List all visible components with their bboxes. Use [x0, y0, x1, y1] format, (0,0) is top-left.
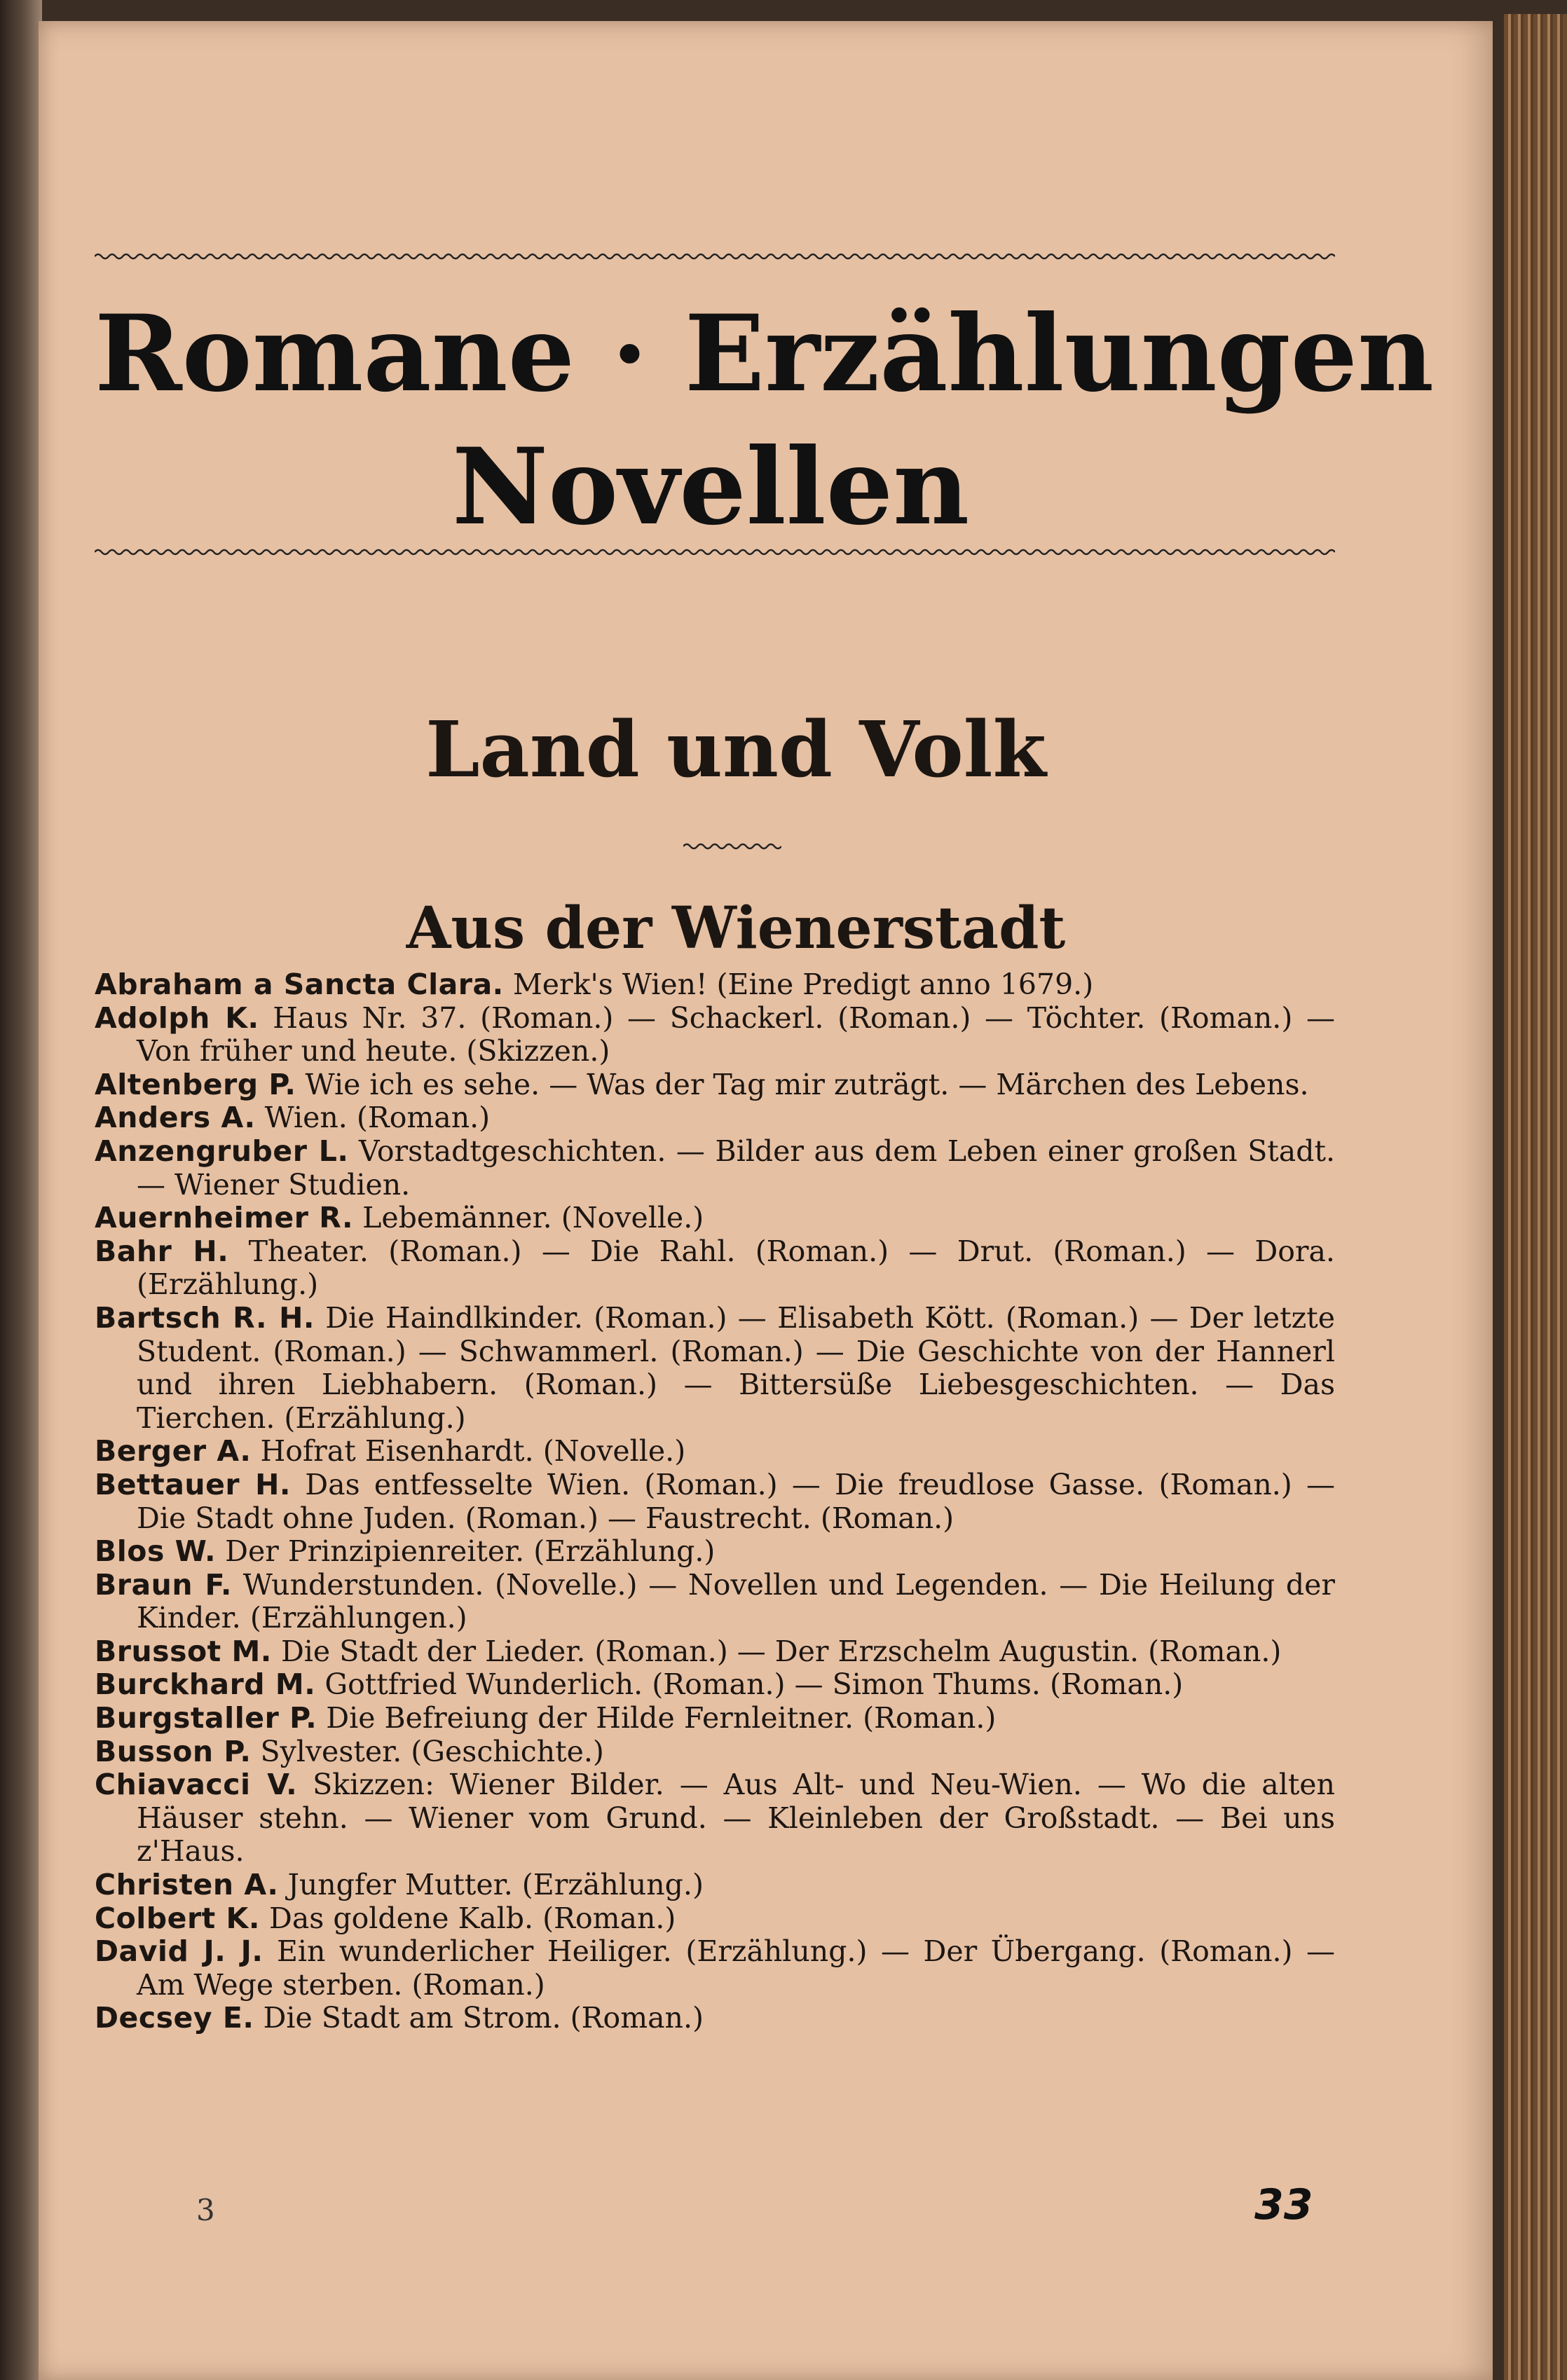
list-item — [95, 1635, 1335, 1669]
entry-author: Berger A. — [95, 1434, 252, 1468]
title-word-romane: Romane — [95, 292, 575, 415]
entry-author: Decsey E. — [95, 2001, 254, 2035]
entry-list — [95, 968, 1335, 2035]
entry-author: Adolph K. — [95, 1000, 259, 1035]
entry-text: Das entfesselte Wien. (Roman.) — Die freudlose Gasse. (Roman.) — Die Stadt ohne Juden. (Roman.) — Faustrecht. (Roman.) — [137, 1467, 1335, 1535]
list-item — [95, 1702, 1335, 1735]
entry-author: Christen A. — [95, 1868, 279, 1902]
entry-author: Brussot M. — [95, 1634, 272, 1668]
main-title-line-2: Novellen — [452, 425, 970, 549]
entry-author: Bartsch R. H. — [95, 1300, 315, 1335]
wavy-rule-bottom — [95, 548, 1335, 556]
list-item — [95, 1569, 1335, 1635]
entry-text: Der Prinzipienreiter. (Erzählung.) — [225, 1534, 716, 1569]
page-stack-edge — [1504, 14, 1567, 2380]
list-item — [95, 1768, 1335, 1869]
entry-author: Burckhard M. — [95, 1667, 316, 1702]
entry-text: Jungfer Mutter. (Erzählung.) — [287, 1868, 704, 1902]
entry-author: Anzengruber L. — [95, 1134, 349, 1168]
section-ornament — [683, 841, 781, 851]
entry-author: Burgstaller P. — [95, 1701, 317, 1735]
list-item — [95, 1668, 1335, 1702]
entry-text: Ein wunderlicher Heiliger. (Erzählung.) — Der Übergang. (Roman.) — Am Wege sterben. (Roman.) — [137, 1934, 1335, 2002]
entry-author: Braun F. — [95, 1567, 232, 1602]
entry-author: Blos W. — [95, 1534, 217, 1569]
entry-author: Auernheimer R. — [95, 1201, 354, 1235]
wavy-rule-top — [95, 252, 1335, 261]
entry-text: Lebemänner. (Novelle.) — [362, 1201, 704, 1235]
entry-text: Die Stadt am Strom. (Roman.) — [263, 2001, 704, 2035]
list-item — [95, 1535, 1335, 1569]
list-item — [95, 968, 1335, 1002]
entry-text: Die Befreiung der Hilde Fernleitner. (Roman.) — [326, 1701, 997, 1735]
entry-text: Merk's Wien! (Eine Predigt anno 1679.) — [512, 968, 1094, 1001]
entry-author: Altenberg P. — [95, 1067, 296, 1101]
list-item — [95, 1869, 1335, 1902]
entry-text: Das goldene Kalb. (Roman.) — [268, 1901, 676, 1935]
entry-text: Haus Nr. 37. (Roman.) — Schackerl. (Roman.) — Töchter. (Roman.) — Von früher und heute. (Skizzen.) — [137, 1000, 1335, 1068]
book-page — [39, 21, 1493, 2380]
list-item — [95, 1235, 1335, 1302]
entry-author: Bettauer H. — [95, 1467, 292, 1501]
section-title: Land und Volk — [425, 704, 1046, 795]
entry-author: Chiavacci V. — [95, 1768, 298, 1802]
list-item — [95, 1135, 1335, 1202]
list-item — [95, 1468, 1335, 1535]
entry-text: Hofrat Eisenhardt. (Novelle.) — [260, 1434, 686, 1468]
page-number: 33 — [1254, 2180, 1313, 2229]
entry-author: Colbert K. — [95, 1901, 260, 1935]
entry-author: Bahr H. — [95, 1234, 229, 1268]
entry-author: David J. J. — [95, 1934, 264, 1969]
subsection-title: Aus der Wienerstadt — [406, 895, 1066, 962]
entry-text: Gottfried Wunderlich. (Roman.) — Simon Thums. (Roman.) — [324, 1667, 1184, 1702]
entry-text: Wien. (Roman.) — [264, 1101, 491, 1135]
entry-author: Abraham a Sancta Clara. — [95, 968, 504, 1001]
entry-text: Wie ich es sehe. — Was der Tag mir zuträgt. — Märchen des Lebens. — [305, 1067, 1309, 1101]
list-item — [95, 1202, 1335, 1235]
signature-mark: 3 — [196, 2193, 215, 2227]
entry-author: Anders A. — [95, 1101, 256, 1135]
main-title-line-1 — [95, 292, 1435, 415]
list-item — [95, 2002, 1335, 2035]
list-item — [95, 1902, 1335, 1936]
entry-text: Skizzen: Wiener Bilder. — Aus Alt- und Neu-Wien. — Wo die alten Häuser stehn. — Wiener vom Grund. — Kleinleben der Großstadt. — Bei uns z'Haus. — [137, 1768, 1335, 1869]
list-item — [95, 1101, 1335, 1135]
list-item — [95, 1002, 1335, 1068]
entry-text: Wunderstunden. (Novelle.) — Novellen und Legenden. — Die Heilung der Kinder. (Erzählungen.) — [137, 1567, 1335, 1635]
entry-author: Busson P. — [95, 1734, 252, 1768]
list-item — [95, 1935, 1335, 2002]
list-item — [95, 1068, 1335, 1102]
entry-text: Sylvester. (Geschichte.) — [260, 1734, 604, 1768]
entry-text: Theater. (Roman.) — Die Rahl. (Roman.) — Drut. (Roman.) — Dora. (Erzählung.) — [137, 1234, 1335, 1302]
list-item — [95, 1435, 1335, 1468]
entry-text: Vorstadtgeschichten. — Bilder aus dem Leben einer großen Stadt. — Wiener Studien. — [137, 1134, 1335, 1202]
book-spine-edge — [0, 0, 42, 2380]
entry-text: Die Stadt der Lieder. (Roman.) — Der Erzschelm Augustin. (Roman.) — [280, 1634, 1282, 1668]
title-separator: · — [611, 292, 648, 415]
list-item — [95, 1302, 1335, 1435]
entry-text: Die Haindlkinder. (Roman.) — Elisabeth Kött. (Roman.) — Der letzte Student. (Roman.) — Schwammerl. (Roman.) — Die Geschichte von der Hannerl und ihren Liebhabern. (Roman.) — Bittersüße Liebesgeschichten. — Das Tierchen. (Erzählung.) — [137, 1300, 1335, 1435]
list-item — [95, 1735, 1335, 1769]
title-word-erzaehlungen: Erzählungen — [684, 292, 1435, 415]
